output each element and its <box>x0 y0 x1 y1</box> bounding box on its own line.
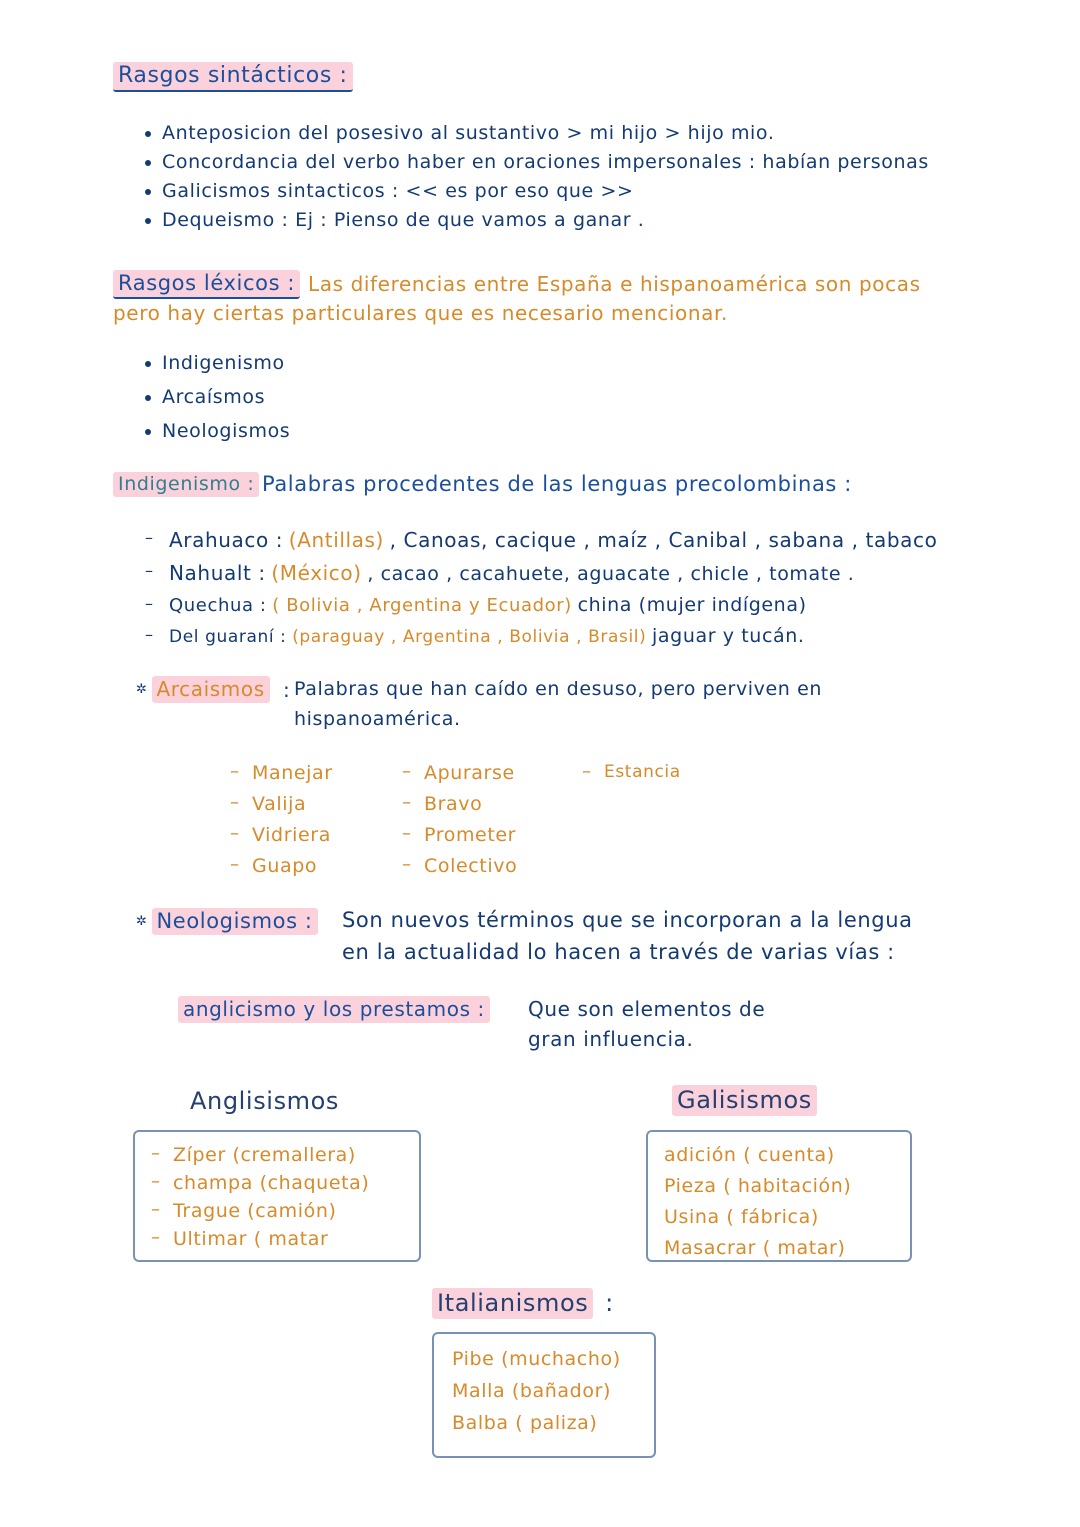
arcaismos-column-3 <box>580 762 760 886</box>
box-title-italianismos-suffix: : <box>605 1289 614 1317</box>
list-item: – Prometer <box>400 824 580 846</box>
list-item: Arcaísmos <box>140 386 290 408</box>
word-list: china (mujer indígena) <box>577 594 807 616</box>
section-heading-syntactic-text: Rasgos sintácticos : <box>113 62 353 92</box>
lexical-bullet-list <box>140 352 290 454</box>
box-title-galisismos <box>672 1085 817 1116</box>
list-item <box>145 625 1045 647</box>
word-list: , Canoas, cacique , maíz , Canibal , sabana , tabaco <box>389 528 938 552</box>
list-item <box>145 528 1045 552</box>
list-item: – Trague (camión) <box>149 1200 419 1222</box>
arcaismos-colon: : <box>283 678 291 702</box>
arcaismos-definition-line-2: hispanoamérica. <box>294 708 461 730</box>
language-name: Nahualt : <box>169 561 266 585</box>
list-item: Pieza ( habitación) <box>664 1175 852 1197</box>
list-item <box>145 561 1045 585</box>
box-title-galisismos-text: Galisismos <box>672 1085 817 1116</box>
list-item: – Bravo <box>400 793 580 815</box>
list-item: Malla (bañador) <box>452 1380 611 1402</box>
section-heading-lexical-text: Rasgos léxicos : <box>113 270 300 299</box>
section-heading-syntactic <box>113 62 353 92</box>
arcaismos-label <box>136 676 270 703</box>
word-list: jaguar y tucán. <box>652 625 805 647</box>
syntactic-bullet-list <box>140 122 1060 238</box>
arcaismos-definition-line-1: Palabras que han caído en desuso, pero perviven en <box>294 678 823 700</box>
list-item: – Guapo <box>228 855 400 877</box>
anglicismo-line-2: gran influencia. <box>528 1027 694 1051</box>
list-item: – Colectivo <box>400 855 580 877</box>
list-item: Anteposicion del posesivo al sustantivo > mi hijo > hijo mio. <box>140 122 1060 144</box>
arcaismos-column-1 <box>228 762 400 886</box>
list-item: Galicismos sintacticos : << es por eso que >> <box>140 180 1060 202</box>
list-item: – Valija <box>228 793 400 815</box>
language-name: Arahuaco : <box>169 528 284 552</box>
dash-marker: – <box>145 594 154 613</box>
list-item: – Apurarse <box>400 762 580 784</box>
box-title-anglisismos: Anglisismos <box>190 1087 340 1115</box>
language-name: Quechua : <box>169 595 267 616</box>
star-icon <box>136 913 152 932</box>
list-item: Usina ( fábrica) <box>664 1206 819 1228</box>
section-heading-lexical <box>113 270 300 299</box>
arcaismos-columns <box>228 762 760 886</box>
box-anglisismos-list <box>149 1144 419 1250</box>
box-title-italianismos-text: Italianismos <box>432 1288 593 1319</box>
indigenismo-item-list <box>145 528 1045 656</box>
indigenismo-definition: Palabras procedentes de las lenguas precolombinas : <box>262 472 852 496</box>
anglicismo-label-text: anglicismo y los prestamos : <box>178 996 490 1023</box>
list-item: Masacrar ( matar) <box>664 1237 846 1259</box>
word-list: , cacao , cacahuete, aguacate , chicle , tomate . <box>367 563 855 585</box>
origin: (paraguay , Argentina , Bolivia , Brasil) <box>292 627 647 647</box>
box-anglisismos <box>133 1130 421 1262</box>
list-item: – Estancia <box>580 762 760 782</box>
list-item: Dequeismo : Ej : Pienso de que vamos a ganar . <box>140 209 1060 231</box>
neologismos-label-text: Neologismos : <box>152 908 318 935</box>
list-item: Concordancia del verbo haber en oraciones impersonales : habían personas <box>140 151 1060 173</box>
lexical-intro-line-1: Las diferencias entre España e hispanoamérica son pocas <box>308 272 921 296</box>
list-item: Pibe (muchacho) <box>452 1348 621 1370</box>
arcaismos-label-text: Arcaismos <box>152 676 270 703</box>
star-icon <box>136 681 152 700</box>
origin: (México) <box>271 561 362 585</box>
list-item: Neologismos <box>140 420 290 442</box>
list-item: – Zíper (cremallera) <box>149 1144 419 1166</box>
neologismos-label <box>136 908 318 935</box>
list-item: – Ultimar ( matar <box>149 1228 419 1250</box>
dash-marker: – <box>145 561 154 580</box>
list-item: adición ( cuenta) <box>664 1144 835 1166</box>
arcaismos-column-2 <box>400 762 580 886</box>
neologismos-definition-line-1: Son nuevos términos que se incorporan a la lengua <box>342 908 913 932</box>
list-item: – Manejar <box>228 762 400 784</box>
lexical-intro-line-2: pero hay ciertas particulares que es necesario mencionar. <box>113 301 728 325</box>
list-item: Balba ( paliza) <box>452 1412 598 1434</box>
box-galisismos <box>646 1130 912 1262</box>
box-title-italianismos <box>432 1288 614 1319</box>
anglicismo-label <box>178 996 490 1023</box>
list-item <box>145 594 1045 616</box>
neologismos-definition-line-2: en la actualidad lo hacen a través de varias vías : <box>342 940 895 964</box>
dash-marker: – <box>145 528 154 547</box>
origin: ( Bolivia , Argentina y Ecuador) <box>272 595 572 616</box>
list-item: Indigenismo <box>140 352 290 374</box>
origin: (Antillas) <box>288 528 384 552</box>
anglicismo-line-1: Que son elementos de <box>528 997 766 1021</box>
dash-marker: – <box>145 625 154 644</box>
list-item: – champa (chaqueta) <box>149 1172 419 1194</box>
list-item: – Vidriera <box>228 824 400 846</box>
language-name: Del guaraní : <box>169 627 287 647</box>
indigenismo-label-text: Indigenismo : <box>113 472 259 497</box>
box-italianismos <box>432 1332 656 1458</box>
indigenismo-label <box>113 472 259 497</box>
